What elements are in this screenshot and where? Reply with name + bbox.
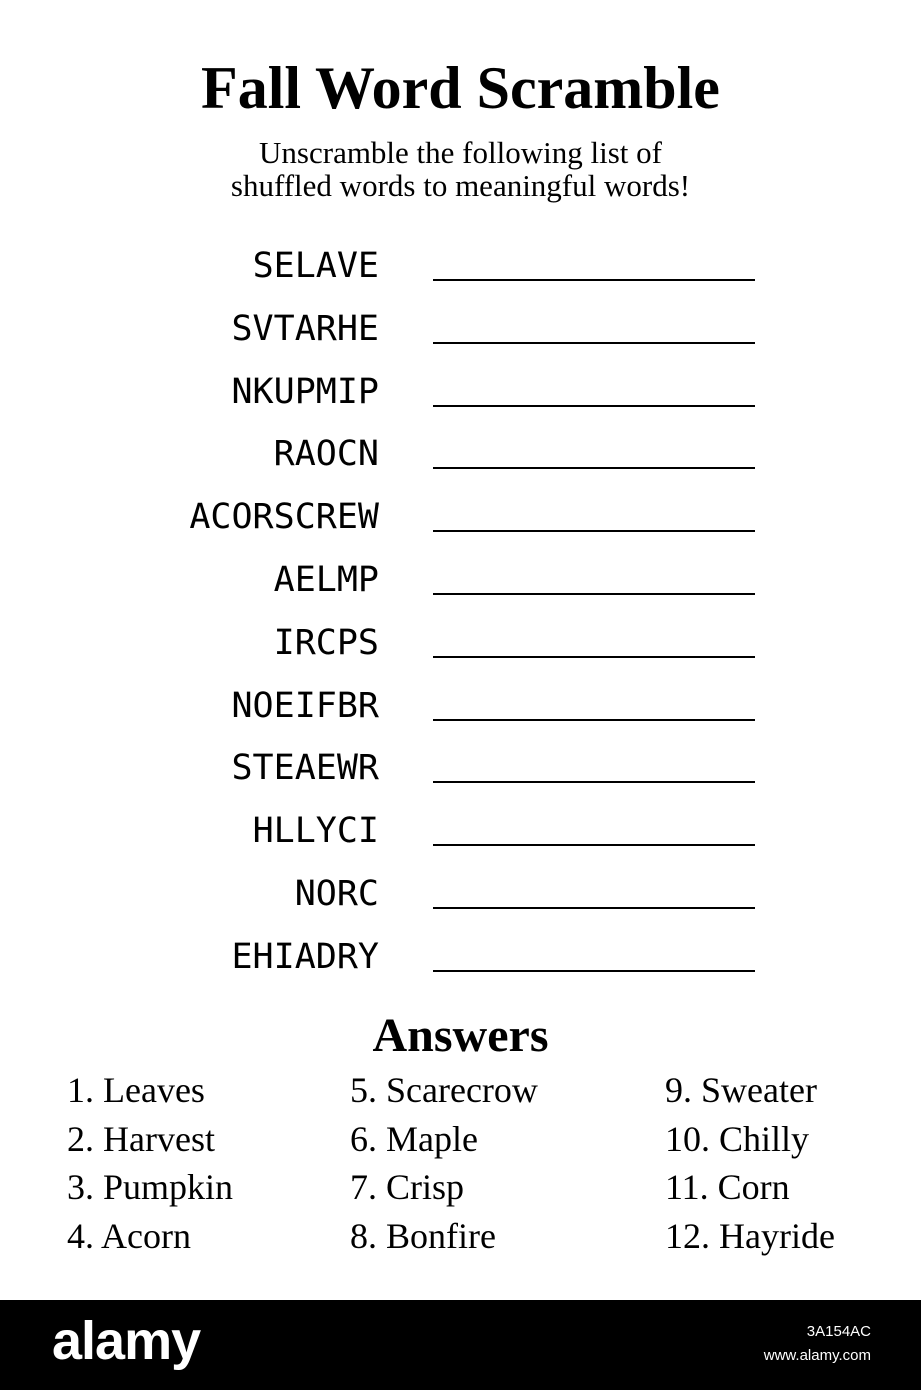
instructions-line-1: Unscramble the following list of	[259, 135, 662, 170]
scrambled-word: RAOCN	[273, 434, 379, 475]
answer-blank-line	[433, 781, 755, 783]
answers-column-1	[67, 1066, 233, 1260]
answer-item: 9. Sweater	[665, 1070, 817, 1110]
scrambled-word: NORC	[294, 873, 379, 914]
answer-blank-line	[433, 656, 755, 658]
scrambled-word: AELMP	[273, 559, 379, 600]
scrambled-word: NKUPMIP	[231, 371, 379, 412]
scrambled-word: EHIADRY	[231, 936, 379, 977]
scramble-row	[0, 301, 921, 364]
scramble-row	[0, 615, 921, 678]
scrambled-word: STEAEWR	[231, 748, 379, 789]
scramble-row	[0, 678, 921, 741]
answer-blank-line	[433, 342, 755, 344]
answer-item: 6. Maple	[350, 1118, 478, 1159]
answer-item: 7. Crisp	[350, 1167, 465, 1207]
scrambled-word: HLLYCI	[252, 811, 379, 852]
scrambled-word: SELAVE	[252, 246, 379, 286]
scramble-row	[0, 426, 921, 489]
scrambled-word: IRCPS	[273, 622, 379, 663]
answer-blank-line	[433, 405, 755, 407]
answer-item: 12. Hayride	[665, 1215, 835, 1256]
answers-heading: Answers	[372, 1009, 549, 1062]
answer-blank-line	[433, 467, 755, 469]
scrambled-word: NOEIFBR	[231, 685, 379, 726]
answer-blank-line	[433, 719, 755, 721]
answer-item: 10. Chilly	[665, 1118, 810, 1159]
scrambled-word: SVTARHE	[231, 308, 379, 349]
scramble-row	[0, 364, 921, 427]
scramble-row	[0, 740, 921, 803]
scramble-row	[0, 866, 921, 929]
page-title: Fall Word Scramble	[201, 55, 720, 121]
answer-blank-line	[433, 593, 755, 595]
answer-item: 5. Scarecrow	[350, 1070, 538, 1110]
answer-item: 2. Harvest	[67, 1118, 215, 1159]
answer-item: 8. Bonfire	[350, 1215, 496, 1256]
answer-blank-line	[433, 279, 755, 281]
alamy-logo: alamy	[52, 1311, 201, 1371]
scramble-row	[0, 803, 921, 866]
scrambled-word: ACORSCREW	[189, 497, 379, 538]
answer-blank-line	[433, 970, 755, 972]
watermark-footer	[0, 1300, 921, 1390]
answers-column-3	[665, 1066, 835, 1260]
scramble-row	[0, 238, 921, 301]
scramble-row	[0, 929, 921, 992]
instructions-line-2: shuffled words to meaningful words!	[230, 168, 691, 203]
answers-column-2	[350, 1066, 538, 1260]
scramble-list	[0, 238, 921, 992]
scramble-row	[0, 552, 921, 615]
footer-url: www.alamy.com	[763, 1347, 871, 1364]
answer-item: 3. Pumpkin	[67, 1167, 234, 1207]
answer-blank-line	[433, 530, 755, 532]
image-id: 3A154AC	[806, 1323, 871, 1340]
answer-item: 4. Acorn	[67, 1215, 191, 1256]
answer-item: 1. Leaves	[67, 1070, 205, 1110]
scramble-row	[0, 489, 921, 552]
answer-blank-line	[433, 907, 755, 909]
instructions	[0, 136, 921, 202]
answer-blank-line	[433, 844, 755, 846]
answer-item: 11. Corn	[665, 1167, 790, 1207]
